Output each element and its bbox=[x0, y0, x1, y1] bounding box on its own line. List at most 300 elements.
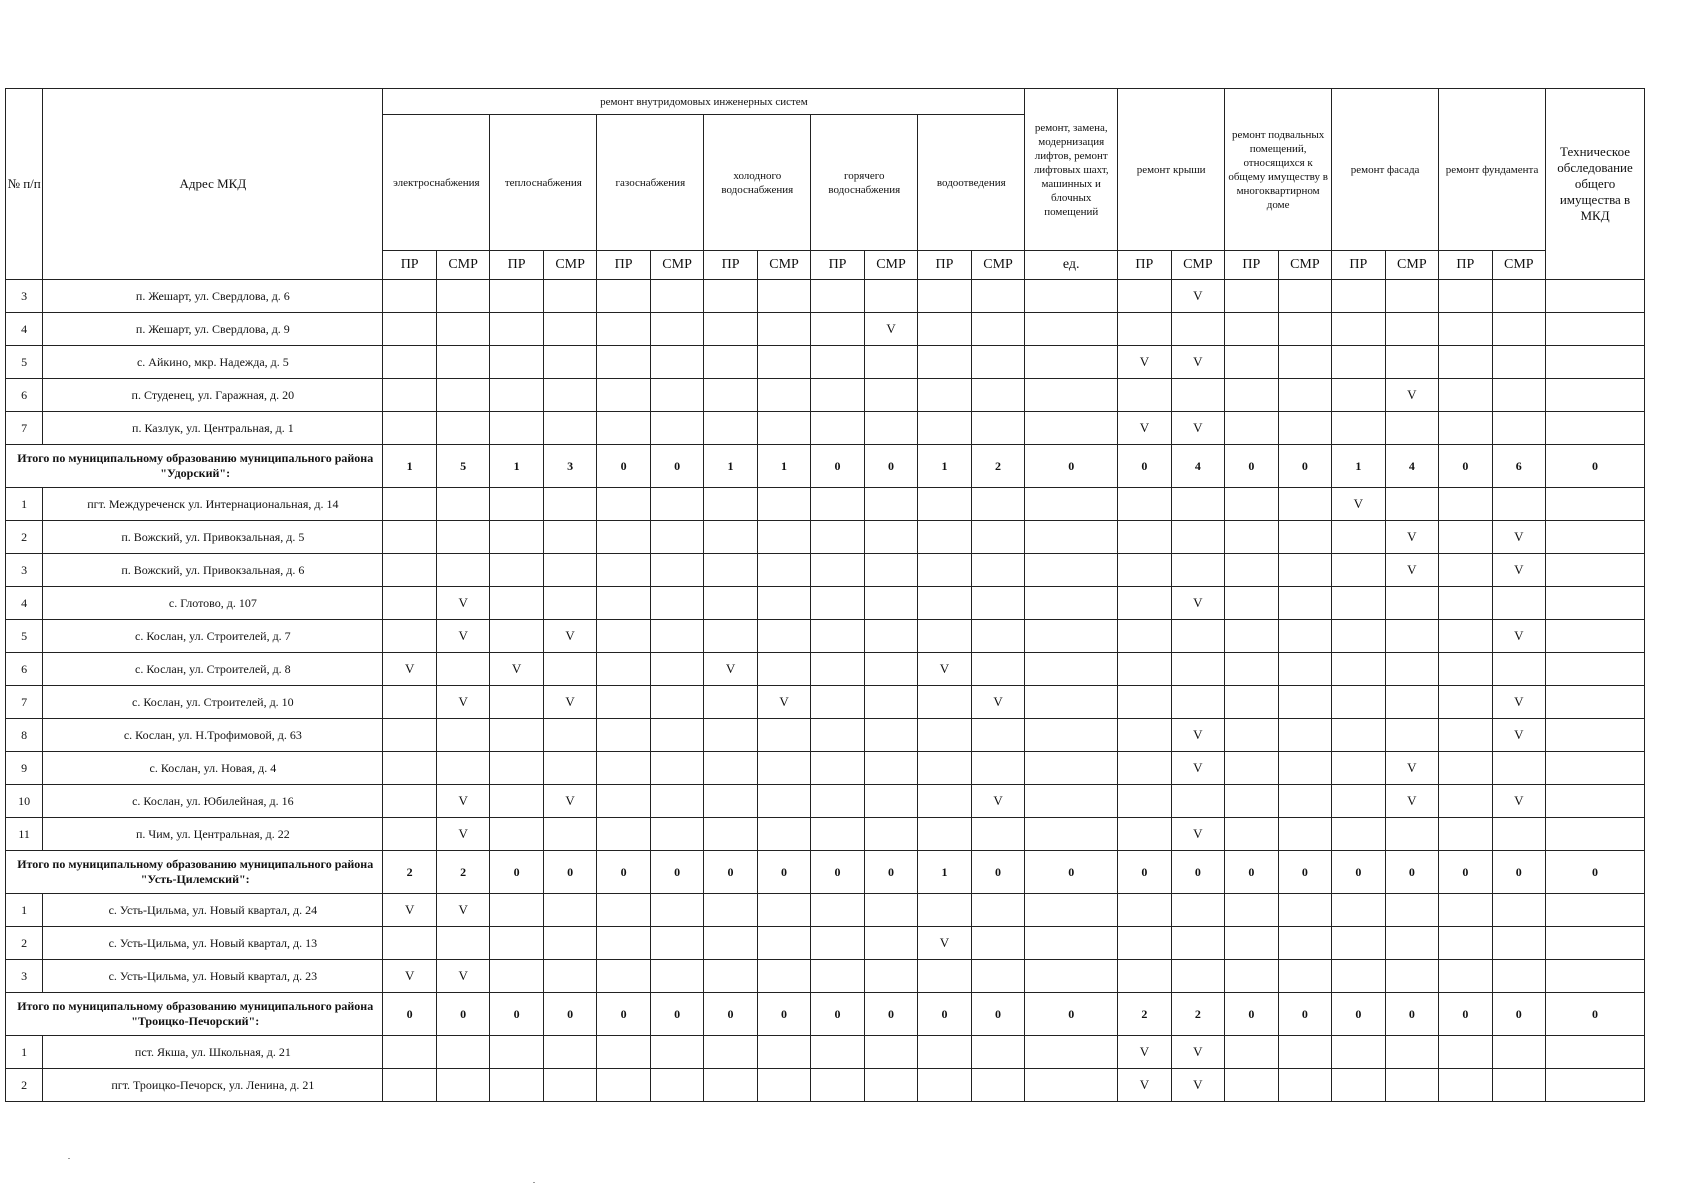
work-mark-cell bbox=[650, 346, 703, 379]
work-mark-cell bbox=[1492, 280, 1545, 313]
work-mark-cell bbox=[864, 587, 917, 620]
work-mark-cell bbox=[1439, 346, 1492, 379]
work-mark-cell bbox=[1439, 752, 1492, 785]
table-row bbox=[6, 346, 1645, 379]
total-value-cell: 0 bbox=[1385, 993, 1438, 1036]
work-mark-cell: V bbox=[1171, 1036, 1225, 1069]
work-mark-cell bbox=[383, 313, 436, 346]
work-mark-cell bbox=[1385, 488, 1438, 521]
work-mark-cell bbox=[383, 412, 436, 445]
work-mark-cell bbox=[757, 894, 810, 927]
work-mark-cell bbox=[383, 1069, 436, 1102]
total-value-cell: 0 bbox=[1118, 851, 1171, 894]
work-mark-cell bbox=[1385, 927, 1438, 960]
address-cell: п. Жешарт, ул. Свердлова, д. 6 bbox=[43, 280, 383, 313]
work-mark-cell bbox=[1225, 346, 1278, 379]
total-value-cell: 2 bbox=[383, 851, 436, 894]
work-mark-cell bbox=[918, 960, 971, 993]
work-mark-cell bbox=[1492, 587, 1545, 620]
work-mark-cell bbox=[971, 1036, 1025, 1069]
work-mark-cell bbox=[597, 960, 650, 993]
total-value-cell: 0 bbox=[811, 851, 864, 894]
work-mark-cell bbox=[1278, 521, 1332, 554]
work-mark-cell bbox=[918, 587, 971, 620]
work-mark-cell bbox=[543, 960, 596, 993]
row-number: 7 bbox=[6, 412, 43, 445]
address-cell: п. Жешарт, ул. Свердлова, д. 9 bbox=[43, 313, 383, 346]
work-mark-cell bbox=[1225, 686, 1278, 719]
subheader-smr: СМР bbox=[1278, 251, 1332, 280]
work-mark-cell bbox=[1118, 752, 1171, 785]
work-mark-cell bbox=[1546, 554, 1645, 587]
work-mark-cell bbox=[864, 719, 917, 752]
subheader-smr: СМР bbox=[436, 251, 489, 280]
work-mark-cell bbox=[1439, 1036, 1492, 1069]
work-mark-cell bbox=[757, 1069, 810, 1102]
work-mark-cell bbox=[971, 620, 1025, 653]
work-mark-cell bbox=[1332, 521, 1385, 554]
work-mark-cell bbox=[1278, 280, 1332, 313]
work-mark-cell bbox=[1278, 719, 1332, 752]
work-mark-cell: V bbox=[1492, 719, 1545, 752]
total-label: Итого по муниципальному образованию муниципального района "Троицко-Печорский": bbox=[6, 993, 383, 1036]
work-mark-cell bbox=[864, 488, 917, 521]
total-value-cell: 0 bbox=[650, 445, 703, 488]
work-mark-cell bbox=[971, 587, 1025, 620]
work-mark-cell bbox=[543, 587, 596, 620]
total-value-cell: 1 bbox=[383, 445, 436, 488]
table-row bbox=[6, 620, 1645, 653]
work-mark-cell bbox=[1439, 521, 1492, 554]
address-cell: пгт. Троицко-Печорск, ул. Ленина, д. 21 bbox=[43, 1069, 383, 1102]
work-mark-cell bbox=[704, 587, 757, 620]
work-mark-cell: V bbox=[383, 653, 436, 686]
work-mark-cell bbox=[1278, 554, 1332, 587]
address-cell: п. Вожский, ул. Привокзальная, д. 5 bbox=[43, 521, 383, 554]
work-mark-cell: V bbox=[918, 653, 971, 686]
work-mark-cell: V bbox=[757, 686, 810, 719]
work-mark-cell bbox=[1332, 554, 1385, 587]
work-mark-cell bbox=[864, 818, 917, 851]
address-cell: с. Кослан, ул. Юбилейная, д. 16 bbox=[43, 785, 383, 818]
table-row bbox=[6, 960, 1645, 993]
work-mark-cell bbox=[1025, 894, 1118, 927]
work-mark-cell: V bbox=[1492, 686, 1545, 719]
address-cell: п. Казлук, ул. Центральная, д. 1 bbox=[43, 412, 383, 445]
work-mark-cell bbox=[1025, 346, 1118, 379]
subheader-unit: ед. bbox=[1025, 251, 1118, 280]
work-mark-cell bbox=[971, 960, 1025, 993]
work-mark-cell bbox=[864, 653, 917, 686]
total-value-cell: 0 bbox=[1171, 851, 1225, 894]
work-mark-cell bbox=[1492, 488, 1545, 521]
work-mark-cell bbox=[1332, 1036, 1385, 1069]
work-mark-cell bbox=[704, 1069, 757, 1102]
work-mark-cell bbox=[1546, 280, 1645, 313]
total-value-cell: 0 bbox=[1385, 851, 1438, 894]
work-mark-cell bbox=[436, 554, 489, 587]
work-mark-cell bbox=[1025, 412, 1118, 445]
header-foundation: ремонт фундамента bbox=[1439, 89, 1546, 251]
work-mark-cell bbox=[597, 280, 650, 313]
work-mark-cell bbox=[1385, 313, 1438, 346]
work-mark-cell bbox=[650, 412, 703, 445]
work-mark-cell bbox=[1025, 280, 1118, 313]
total-row bbox=[6, 851, 1645, 894]
work-mark-cell bbox=[1225, 313, 1278, 346]
work-mark-cell bbox=[864, 554, 917, 587]
work-mark-cell bbox=[811, 280, 864, 313]
work-mark-cell bbox=[597, 653, 650, 686]
row-number: 2 bbox=[6, 1069, 43, 1102]
address-cell: с. Кослан, ул. Строителей, д. 10 bbox=[43, 686, 383, 719]
work-mark-cell bbox=[1439, 894, 1492, 927]
work-mark-cell bbox=[1278, 894, 1332, 927]
row-number: 4 bbox=[6, 313, 43, 346]
header-heating: теплоснабжения bbox=[490, 115, 597, 251]
work-mark-cell bbox=[1225, 653, 1278, 686]
header-hot-water: горячего водоснабжения bbox=[811, 115, 918, 251]
work-mark-cell bbox=[918, 752, 971, 785]
subheader-pr: ПР bbox=[383, 251, 436, 280]
work-mark-cell: V bbox=[1171, 280, 1225, 313]
work-mark-cell bbox=[918, 488, 971, 521]
work-mark-cell: V bbox=[543, 785, 596, 818]
work-mark-cell bbox=[1025, 313, 1118, 346]
total-value-cell: 0 bbox=[1439, 445, 1492, 488]
work-mark-cell bbox=[1546, 653, 1645, 686]
work-mark-cell bbox=[436, 719, 489, 752]
work-mark-cell bbox=[1385, 686, 1438, 719]
work-mark-cell bbox=[597, 686, 650, 719]
work-mark-cell bbox=[1278, 653, 1332, 686]
total-value-cell: 0 bbox=[1439, 851, 1492, 894]
work-mark-cell bbox=[1332, 752, 1385, 785]
total-value-cell: 1 bbox=[757, 445, 810, 488]
work-mark-cell bbox=[1171, 785, 1225, 818]
total-value-cell: 0 bbox=[1025, 993, 1118, 1036]
work-mark-cell: V bbox=[1171, 346, 1225, 379]
work-mark-cell: V bbox=[864, 313, 917, 346]
work-mark-cell bbox=[1385, 346, 1438, 379]
subheader-pr: ПР bbox=[1118, 251, 1171, 280]
work-mark-cell bbox=[1225, 488, 1278, 521]
total-value-cell: 0 bbox=[1278, 445, 1332, 488]
total-value-cell: 0 bbox=[811, 445, 864, 488]
work-mark-cell bbox=[490, 313, 543, 346]
row-number: 3 bbox=[6, 960, 43, 993]
work-mark-cell bbox=[597, 346, 650, 379]
header-engineering-group: ремонт внутридомовых инженерных систем bbox=[383, 89, 1025, 115]
row-number: 2 bbox=[6, 521, 43, 554]
work-mark-cell bbox=[1546, 1036, 1645, 1069]
total-value-cell: 0 bbox=[1492, 851, 1545, 894]
work-mark-cell bbox=[704, 1036, 757, 1069]
work-mark-cell bbox=[1546, 587, 1645, 620]
work-mark-cell bbox=[1225, 927, 1278, 960]
work-mark-cell bbox=[1332, 960, 1385, 993]
work-mark-cell bbox=[1492, 894, 1545, 927]
work-mark-cell bbox=[383, 379, 436, 412]
work-mark-cell bbox=[650, 894, 703, 927]
table-row bbox=[6, 752, 1645, 785]
work-mark-cell bbox=[543, 554, 596, 587]
work-mark-cell bbox=[704, 686, 757, 719]
total-value-cell: 0 bbox=[1025, 445, 1118, 488]
work-mark-cell bbox=[757, 280, 810, 313]
work-mark-cell bbox=[757, 488, 810, 521]
work-mark-cell bbox=[1278, 313, 1332, 346]
work-mark-cell bbox=[650, 620, 703, 653]
row-number: 1 bbox=[6, 894, 43, 927]
work-mark-cell bbox=[971, 313, 1025, 346]
total-value-cell: 0 bbox=[918, 993, 971, 1036]
work-mark-cell bbox=[1025, 686, 1118, 719]
work-mark-cell bbox=[490, 488, 543, 521]
table-row bbox=[6, 719, 1645, 752]
work-mark-cell bbox=[1171, 313, 1225, 346]
row-number: 9 bbox=[6, 752, 43, 785]
work-mark-cell bbox=[490, 554, 543, 587]
table-row bbox=[6, 488, 1645, 521]
work-mark-cell bbox=[918, 785, 971, 818]
work-mark-cell bbox=[704, 488, 757, 521]
work-mark-cell bbox=[1171, 894, 1225, 927]
work-mark-cell bbox=[811, 521, 864, 554]
total-value-cell: 0 bbox=[704, 993, 757, 1036]
row-number: 5 bbox=[6, 346, 43, 379]
address-cell: с. Кослан, ул. Новая, д. 4 bbox=[43, 752, 383, 785]
work-mark-cell bbox=[1546, 894, 1645, 927]
subheader-pr: ПР bbox=[811, 251, 864, 280]
total-value-cell: 0 bbox=[811, 993, 864, 1036]
work-mark-cell bbox=[543, 752, 596, 785]
work-mark-cell bbox=[1385, 719, 1438, 752]
work-mark-cell bbox=[1278, 620, 1332, 653]
work-mark-cell bbox=[383, 785, 436, 818]
work-mark-cell bbox=[704, 894, 757, 927]
work-mark-cell bbox=[864, 927, 917, 960]
work-mark-cell bbox=[383, 280, 436, 313]
work-mark-cell bbox=[757, 313, 810, 346]
work-mark-cell bbox=[650, 960, 703, 993]
work-mark-cell bbox=[757, 719, 810, 752]
total-value-cell: 0 bbox=[1492, 993, 1545, 1036]
repair-schedule-table bbox=[5, 88, 1645, 1102]
work-mark-cell bbox=[1025, 488, 1118, 521]
work-mark-cell bbox=[811, 313, 864, 346]
total-value-cell: 0 bbox=[490, 851, 543, 894]
work-mark-cell bbox=[436, 313, 489, 346]
work-mark-cell: V bbox=[1492, 554, 1545, 587]
work-mark-cell bbox=[383, 927, 436, 960]
table-row bbox=[6, 818, 1645, 851]
work-mark-cell: V bbox=[436, 686, 489, 719]
work-mark-cell bbox=[383, 719, 436, 752]
work-mark-cell bbox=[490, 1036, 543, 1069]
total-value-cell: 0 bbox=[597, 445, 650, 488]
work-mark-cell bbox=[1118, 960, 1171, 993]
work-mark-cell bbox=[490, 719, 543, 752]
work-mark-cell bbox=[1546, 379, 1645, 412]
table-row bbox=[6, 379, 1645, 412]
work-mark-cell: V bbox=[918, 927, 971, 960]
total-value-cell: 0 bbox=[757, 851, 810, 894]
work-mark-cell bbox=[436, 521, 489, 554]
work-mark-cell bbox=[1546, 960, 1645, 993]
work-mark-cell bbox=[1546, 752, 1645, 785]
work-mark-cell bbox=[1332, 894, 1385, 927]
work-mark-cell bbox=[1332, 346, 1385, 379]
work-mark-cell bbox=[490, 752, 543, 785]
work-mark-cell: V bbox=[1171, 818, 1225, 851]
total-value-cell: 2 bbox=[1118, 993, 1171, 1036]
work-mark-cell bbox=[1492, 818, 1545, 851]
work-mark-cell bbox=[1278, 818, 1332, 851]
work-mark-cell bbox=[1278, 488, 1332, 521]
work-mark-cell bbox=[864, 412, 917, 445]
work-mark-cell bbox=[811, 752, 864, 785]
table-row bbox=[6, 1069, 1645, 1102]
work-mark-cell bbox=[1332, 379, 1385, 412]
work-mark-cell: V bbox=[436, 620, 489, 653]
total-value-cell: 0 bbox=[757, 993, 810, 1036]
work-mark-cell bbox=[650, 719, 703, 752]
work-mark-cell bbox=[1439, 653, 1492, 686]
work-mark-cell bbox=[1025, 1036, 1118, 1069]
work-mark-cell bbox=[811, 412, 864, 445]
table-row bbox=[6, 1036, 1645, 1069]
work-mark-cell bbox=[1332, 587, 1385, 620]
work-mark-cell bbox=[1025, 379, 1118, 412]
work-mark-cell bbox=[918, 1036, 971, 1069]
work-mark-cell bbox=[650, 818, 703, 851]
work-mark-cell: V bbox=[1171, 587, 1225, 620]
work-mark-cell bbox=[864, 1069, 917, 1102]
work-mark-cell bbox=[971, 412, 1025, 445]
header-gas: газоснабжения bbox=[597, 115, 704, 251]
work-mark-cell bbox=[757, 412, 810, 445]
table-body bbox=[6, 280, 1645, 1102]
row-number: 1 bbox=[6, 488, 43, 521]
work-mark-cell bbox=[1492, 752, 1545, 785]
work-mark-cell bbox=[1332, 927, 1385, 960]
header-basement: ремонт подвальных помещений, относящихся к общему имуществу в многоквартирном доме bbox=[1225, 89, 1332, 251]
work-mark-cell bbox=[811, 653, 864, 686]
work-mark-cell bbox=[1332, 313, 1385, 346]
total-value-cell: 2 bbox=[436, 851, 489, 894]
row-number: 10 bbox=[6, 785, 43, 818]
work-mark-cell bbox=[1171, 653, 1225, 686]
work-mark-cell bbox=[757, 620, 810, 653]
work-mark-cell bbox=[436, 280, 489, 313]
subheader-pr: ПР bbox=[1439, 251, 1492, 280]
total-value-cell: 0 bbox=[1025, 851, 1118, 894]
work-mark-cell bbox=[1546, 818, 1645, 851]
work-mark-cell bbox=[490, 521, 543, 554]
subheader-smr: СМР bbox=[757, 251, 810, 280]
work-mark-cell bbox=[811, 960, 864, 993]
work-mark-cell bbox=[757, 1036, 810, 1069]
work-mark-cell: V bbox=[1332, 488, 1385, 521]
header-inspection: Техническое обследование общего имущества в МКД bbox=[1546, 89, 1645, 280]
work-mark-cell bbox=[704, 960, 757, 993]
work-mark-cell: V bbox=[1492, 521, 1545, 554]
total-value-cell: 0 bbox=[1546, 851, 1645, 894]
total-value-cell: 4 bbox=[1385, 445, 1438, 488]
work-mark-cell bbox=[704, 280, 757, 313]
work-mark-cell bbox=[1439, 488, 1492, 521]
work-mark-cell bbox=[597, 313, 650, 346]
work-mark-cell bbox=[597, 894, 650, 927]
work-mark-cell bbox=[1439, 927, 1492, 960]
work-mark-cell bbox=[918, 313, 971, 346]
work-mark-cell bbox=[971, 1069, 1025, 1102]
total-value-cell: 3 bbox=[543, 445, 596, 488]
work-mark-cell bbox=[704, 719, 757, 752]
work-mark-cell bbox=[757, 785, 810, 818]
work-mark-cell bbox=[918, 379, 971, 412]
work-mark-cell: V bbox=[1118, 1069, 1171, 1102]
work-mark-cell bbox=[1171, 554, 1225, 587]
work-mark-cell bbox=[1171, 488, 1225, 521]
table-row bbox=[6, 686, 1645, 719]
total-value-cell: 0 bbox=[1439, 993, 1492, 1036]
work-mark-cell bbox=[1439, 686, 1492, 719]
address-cell: с. Глотово, д. 107 bbox=[43, 587, 383, 620]
table-row bbox=[6, 653, 1645, 686]
subheader-smr: СМР bbox=[543, 251, 596, 280]
work-mark-cell bbox=[543, 894, 596, 927]
address-cell: с. Усть-Цильма, ул. Новый квартал, д. 13 bbox=[43, 927, 383, 960]
total-value-cell: 0 bbox=[1546, 445, 1645, 488]
total-value-cell: 1 bbox=[918, 851, 971, 894]
work-mark-cell bbox=[918, 719, 971, 752]
work-mark-cell bbox=[1278, 785, 1332, 818]
work-mark-cell bbox=[543, 818, 596, 851]
work-mark-cell bbox=[650, 280, 703, 313]
work-mark-cell: V bbox=[543, 686, 596, 719]
row-number: 3 bbox=[6, 280, 43, 313]
table-row bbox=[6, 554, 1645, 587]
work-mark-cell bbox=[383, 488, 436, 521]
work-mark-cell bbox=[1278, 587, 1332, 620]
work-mark-cell bbox=[757, 818, 810, 851]
work-mark-cell bbox=[597, 785, 650, 818]
work-mark-cell: V bbox=[436, 960, 489, 993]
total-label: Итого по муниципальному образованию муниципального района "Удорский": bbox=[6, 445, 383, 488]
work-mark-cell: V bbox=[383, 960, 436, 993]
work-mark-cell bbox=[436, 488, 489, 521]
work-mark-cell bbox=[1225, 620, 1278, 653]
work-mark-cell bbox=[650, 521, 703, 554]
work-mark-cell bbox=[1546, 313, 1645, 346]
work-mark-cell bbox=[1278, 960, 1332, 993]
total-label: Итого по муниципальному образованию муниципального района "Усть-Цилемский": bbox=[6, 851, 383, 894]
table-row bbox=[6, 927, 1645, 960]
row-number: 1 bbox=[6, 1036, 43, 1069]
work-mark-cell: V bbox=[436, 894, 489, 927]
total-value-cell: 0 bbox=[1278, 993, 1332, 1036]
work-mark-cell bbox=[918, 894, 971, 927]
work-mark-cell bbox=[864, 686, 917, 719]
total-value-cell: 0 bbox=[490, 993, 543, 1036]
row-number: 8 bbox=[6, 719, 43, 752]
row-number: 4 bbox=[6, 587, 43, 620]
work-mark-cell bbox=[1439, 280, 1492, 313]
work-mark-cell bbox=[1546, 1069, 1645, 1102]
work-mark-cell bbox=[971, 653, 1025, 686]
